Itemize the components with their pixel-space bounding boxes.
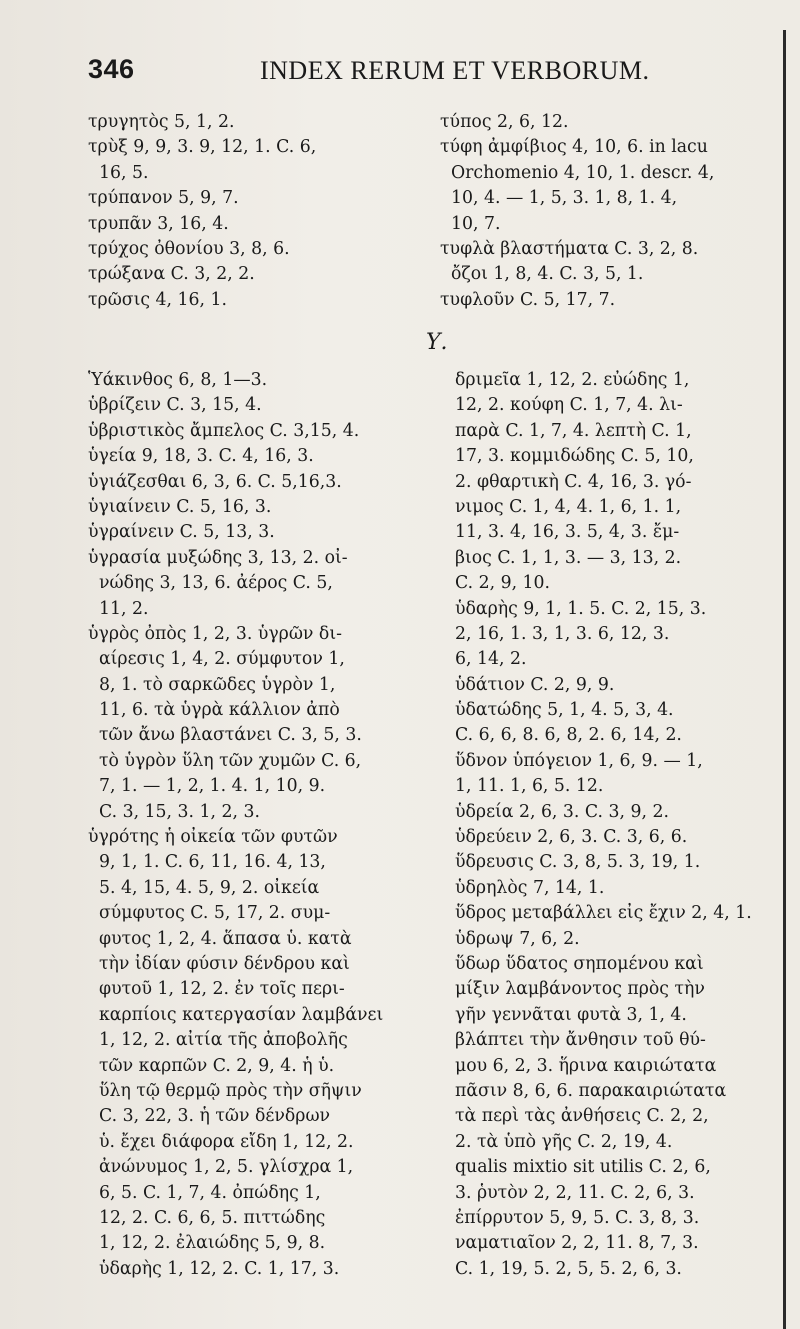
index-line: 2, 16, 1. 3, 1, 3. 6, 12, 3. <box>455 623 670 644</box>
index-line: 9, 1, 1. C. 6, 11, 16. 4, 13, <box>88 852 326 873</box>
index-line: ὑγεία 9, 18, 3. C. 4, 16, 3. <box>88 446 314 467</box>
running-title: INDEX RERUM ET VERBORUM. <box>260 56 650 85</box>
page-edge-line <box>783 30 786 1329</box>
index-line: ὑδαρὴς 9, 1, 1. 5. C. 2, 15, 3. <box>455 598 707 619</box>
index-line: αίρεσις 1, 4, 2. σύμφυτον 1, <box>88 649 345 670</box>
index-line: 12, 2. C. 6, 6, 5. πιττώδης <box>88 1207 326 1228</box>
index-line: βλάπτει τὴν ἄνθησιν τοῦ θύ- <box>455 1030 706 1051</box>
index-line: ὑδρεία 2, 6, 3. C. 3, 9, 2. <box>455 801 669 822</box>
index-line: 6, 14, 2. <box>455 649 527 670</box>
index-line: τύπος 2, 6, 12. <box>440 112 569 132</box>
index-line: ὑδρωψ 7, 6, 2. <box>455 928 580 949</box>
index-line: ὑγρασία μυξώδης 3, 13, 2. οἰ- <box>88 547 348 568</box>
index-line: 3. ῥυτὸν 2, 2, 11. C. 2, 6, 3. <box>455 1182 695 1203</box>
index-line: C. 2, 9, 10. <box>455 573 551 594</box>
index-line: βιος C. 1, 1, 3. — 3, 13, 2. <box>455 547 682 568</box>
index-line: 8, 1. τὸ σαρκῶδες ὑγρὸν 1, <box>88 674 336 695</box>
index-line: 2. τὰ ὑπὸ γῆς C. 2, 19, 4. <box>455 1131 673 1152</box>
left-column-bottom <box>88 368 383 1282</box>
index-line: 10, 4. — 1, 5, 3. 1, 8, 1. 4, <box>440 188 678 209</box>
index-line: ὑγιάζεσθαι 6, 3, 6. C. 5,16,3. <box>88 471 342 492</box>
index-line: 2. φθαρτικὴ C. 4, 16, 3. γό- <box>455 471 692 492</box>
index-line: ὑδρηλὸς 7, 14, 1. <box>455 877 605 898</box>
index-line: τρυγητὸς 5, 1, 2. <box>88 112 235 132</box>
index-line: δριμεῖα 1, 12, 2. εὐώδης 1, <box>455 370 690 390</box>
index-line: μίξιν λαμβάνοντος πρὸς τὴν <box>455 979 705 1000</box>
index-line: 6, 5. C. 1, 7, 4. ὀπώδης 1, <box>88 1182 321 1203</box>
index-line: 5. 4, 15, 4. 5, 9, 2. οἰκεία <box>88 877 320 898</box>
index-line: ὕδρευσις C. 3, 8, 5. 3, 19, 1. <box>455 852 701 873</box>
index-line: μου 6, 2, 3. ἥρινα καιριώτατα <box>455 1055 717 1076</box>
index-line: C. 3, 15, 3. 1, 2, 3. <box>88 801 260 822</box>
index-line: ὕδνον ὑπόγειον 1, 6, 9. — 1, <box>455 750 703 771</box>
index-line: τῶν ἄνω βλαστάνει C. 3, 5, 3. <box>88 725 362 746</box>
index-line: ὕλη τῷ θερμῷ πρὸς τὴν σῆψιν <box>88 1080 362 1101</box>
index-line: ὑδαρὴς 1, 12, 2. C. 1, 17, 3. <box>88 1258 340 1279</box>
index-line: ναματιαῖον 2, 2, 11. 8, 7, 3. <box>455 1233 699 1254</box>
index-line: C. 6, 6, 8. 6, 8, 2. 6, 14, 2. <box>455 725 682 746</box>
index-line: 7, 1. — 1, 2, 1. 4. 1, 10, 9. <box>88 776 326 797</box>
index-line: τρὺξ 9, 9, 3. 9, 12, 1. C. 6, <box>88 137 317 158</box>
index-line: φυτος 1, 2, 4. ἅπασα ὑ. κατὰ <box>88 928 352 949</box>
index-line: ὑγραίνειν C. 5, 13, 3. <box>88 522 275 543</box>
index-line: νιμος C. 1, 4, 4. 1, 6, 1. 1, <box>455 496 682 517</box>
index-line: τρύπανον 5, 9, 7. <box>88 188 239 209</box>
index-line: ὑδάτιον C. 2, 9, 9. <box>455 674 615 695</box>
index-line: τὸ ὑγρὸν ὕλη τῶν χυμῶν C. 6, <box>88 750 362 771</box>
index-line: ὑγρὸς ὀπὸς 1, 2, 3. ὑγρῶν δι- <box>88 623 342 644</box>
index-line: ὕδρος μεταβάλλει εἰς ἔχιν 2, 4, 1. <box>455 903 752 924</box>
section-letter: Υ. <box>426 330 448 355</box>
index-line: τύφη ἀμφίβιος 4, 10, 6. in lacu <box>440 137 708 158</box>
index-line: 10, 7. <box>440 213 501 234</box>
index-line: 16, 5. <box>88 162 149 183</box>
index-line: 11, 6. τὰ ὑγρὰ κάλλιον ἀπὸ <box>88 700 340 721</box>
index-line: παρὰ C. 1, 7, 4. λεπτὴ C. 1, <box>455 420 692 441</box>
index-line: τρώξανα C. 3, 2, 2. <box>88 264 255 285</box>
index-line: ὄζοι 1, 8, 4. C. 3, 5, 1. <box>440 264 644 285</box>
index-line: qualis mixtio sit utilis C. 2, 6, <box>455 1157 711 1178</box>
right-column-top <box>440 110 714 313</box>
index-line: 12, 2. κούφη C. 1, 7, 4. λι- <box>455 395 683 416</box>
index-line: ὑ. ἔχει διάφορα εἴδη 1, 12, 2. <box>88 1131 354 1152</box>
index-line: τὰ περὶ τὰς ἀνθήσεις C. 2, 2, <box>455 1106 709 1127</box>
index-line: C. 1, 19, 5. 2, 5, 5. 2, 6, 3. <box>455 1258 682 1279</box>
index-line: ὕδωρ ὕδατος σηπομένου καὶ <box>455 953 704 974</box>
index-line: τρῶσις 4, 16, 1. <box>88 289 228 310</box>
index-line: C. 3, 22, 3. ἡ τῶν δένδρων <box>88 1106 331 1127</box>
left-column-top <box>88 110 316 313</box>
index-line: 1, 11. 1, 6, 5. 12. <box>455 776 604 797</box>
index-line: ὑβριστικὸς ἄμπελος C. 3,15, 4. <box>88 420 360 441</box>
index-line: γῆν γεννᾶται φυτὰ 3, 1, 4. <box>455 1004 687 1025</box>
index-line: τρύχος ὀθονίου 3, 8, 6. <box>88 238 290 259</box>
index-line: 17, 3. κομμιδώδης C. 5, 10, <box>455 446 694 467</box>
index-line: ὑδατώδης 5, 1, 4. 5, 3, 4. <box>455 700 674 721</box>
index-line: τὴν ἰδίαν φύσιν δένδρου καὶ <box>88 953 350 974</box>
page-header <box>88 54 760 94</box>
index-line: τῶν καρπῶν C. 2, 9, 4. ἡ ὑ. <box>88 1055 335 1076</box>
index-line: τυφλὰ βλαστήματα C. 3, 2, 8. <box>440 238 699 259</box>
index-line: φυτοῦ 1, 12, 2. ἐν τοῖς περι- <box>88 979 345 1000</box>
index-line: Orchomenio 4, 10, 1. descr. 4, <box>440 162 715 183</box>
index-line: ὑβρίζειν C. 3, 15, 4. <box>88 395 262 416</box>
index-line: πᾶσιν 8, 6, 6. παρακαιριώτατα <box>455 1080 727 1101</box>
index-line: 1, 12, 2. αἰτία τῆς ἀποβολῆς <box>88 1030 348 1051</box>
index-line: σύμφυτος C. 5, 17, 2. συμ- <box>88 903 331 924</box>
index-line: Ὑάκινθος 6, 8, 1—3. <box>88 370 268 390</box>
page-number: 346 <box>88 54 135 84</box>
index-line: 11, 2. <box>88 598 149 619</box>
index-line: ἀνώνυμος 1, 2, 5. γλίσχρα 1, <box>88 1157 354 1178</box>
index-line: καρπίοις κατεργασίαν λαμβάνει <box>88 1004 384 1025</box>
index-line: ὑγιαίνειν C. 5, 16, 3. <box>88 496 272 517</box>
index-line: νώδης 3, 13, 6. ἀέρος C. 5, <box>88 573 333 594</box>
right-column-bottom <box>455 368 752 1282</box>
index-line: 1, 12, 2. ἐλαιώδης 5, 9, 8. <box>88 1233 326 1254</box>
index-line: ὑγρότης ἡ οἰκεία τῶν φυτῶν <box>88 827 338 848</box>
index-line: τυφλοῦν C. 5, 17, 7. <box>440 289 616 310</box>
index-line: ὑδρεύειν 2, 6, 3. C. 3, 6, 6. <box>455 827 688 848</box>
index-line: ἐπίρρυτον 5, 9, 5. C. 3, 8, 3. <box>455 1207 700 1228</box>
index-line: 11, 3. 4, 16, 3. 5, 4, 3. ἔμ- <box>455 522 680 543</box>
index-line: τρυπᾶν 3, 16, 4. <box>88 213 229 234</box>
